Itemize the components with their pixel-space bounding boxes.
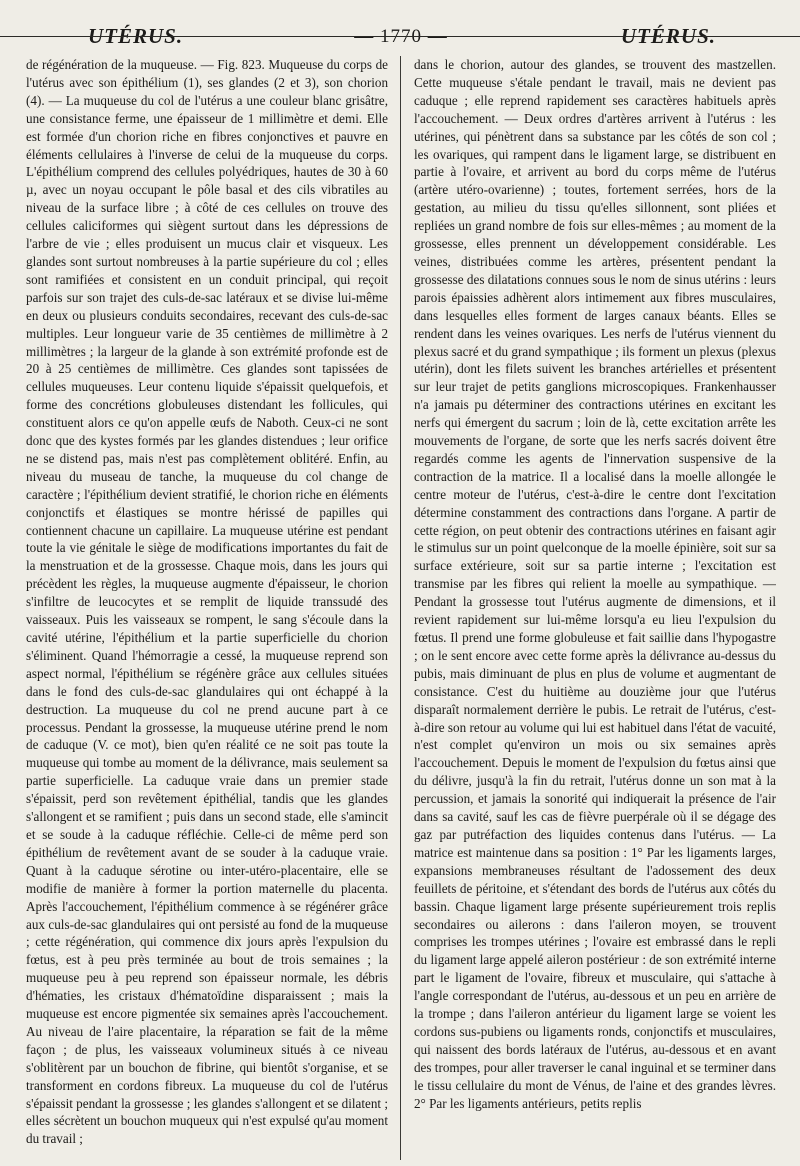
right-column-text: dans le chorion, autour des glandes, se trouvent des mastzellen. Cette muqueuse s'étale pendant le travail, mais ne devient pas caduque ; elle reprend rapidement ses caractères habituels après l'accouchement. — Deux ordres d'artères arrivent à l'utérus : les utérines, qui pénètrent dans sa substance par les côtés de son col ; les ovariques, qui rampent dans le ligament large, se distribuent en partie à l'ovaire, et arrivent au bord du corps même de l'utérus (artère utéro-ovarienne) ; toutes, fortement serrées, hors de la gestation, au milieu du tissu qu'elles sillonnent, sont pliées et repliées un grand nombre de fois sur elles-mêmes ; au moment de la grossesse, elles prennent un développement considérable. Les veines, distribuées comme les artères, présentent pendant la grossesse des dilatations connues sous le nom de sinus utérins : leurs parois épaissies adhèrent alors intimement aux fibres musculaires, dans lesquelles elles forment de larges canaux béants. Elles se rendent dans les veines ovariques. Les nerfs de l'utérus viennent du plexus sacré et du grand sympathique ; ils forment un plexus (plexus utérin), dont les filets suivent les branches artérielles et présentent sur leur trajet de petits ganglions microscopiques. Frankenhausser n'a jamais pu déterminer des contractions utérines en excitant les nerfs qui émergent du sacrum ; loin de là, cette excitation arrête les mouvements de l'organe, de sorte que les nerfs sacrés doivent être regardés comme les agents de l'innervation suspensive de la contraction de la matrice. Il a localisé dans la moelle allongée le centre moteur de l'utérus, c'est-à-dire le centre dont l'excitation détermine constamment des contractions dans l'organe. A partir de cette région, on peut obtenir des contractions utérines en faisant agir le stimulus sur un point quelconque de la moelle épinière, soit sur sa surface extérieure, soit sur sa partie interne ; l'excitation est transmise par les fibres qui relient la moelle au sympathique. — Pendant la grossesse tout l'utérus augmente de dimensions, et il revient rapidement sur lui-même lorsqu'a eu lieu l'expulsion du fœtus. Il prend une forme globuleuse et fait saillie dans l'hypogastre ; on le sent encore avec cette forme après la délivrance au-dessus du pubis, mais diminuant de plus en plus de volume et augmentant de consistance. C'est du huitième au douzième jour que l'utérus disparaît normalement derrière le pubis. Le retrait de l'utérus, c'est-à-dire son retour au volume qui lui est habituel dans l'état de vacuité, n'est complet qu'environ un mois ou six semaines après l'accouchement. Depuis le moment de l'expulsion du fœtus ainsi que du délivre, jusqu'à la fin du retrait, l'utérus donne un son mat à la percussion, et jamais la sonorité qui indiquerait la présence de l'air dans sa cavité, sauf les cas de fièvre puerpérale où il se dégage des gaz par putréfaction des liquides contenus dans l'utérus. — La matrice est maintenue dans sa position : 1° Par les ligaments larges, expansions membraneuses résultant de l'adossement des deux feuillets de péritoine, et s'étendant des bords de l'utérus aux côtés du bassin. Chaque ligament large présente supérieurement trois replis secondaires ou ailerons : dans l'aileron moyen, se trouvent comprises les trompes utérines ; l'ovaire est embrassé dans le repli du ligament large appelé aileron postérieur : de son extrémité interne part le ligament de l'ovaire, fibreux et musculaire, qui s'attache à l'angle correspondant de l'utérus, au-dessous et un peu en arrière de la trompe ; dans l'aileron antérieur du ligament large se voient les cordons sus-pubiens ou ligaments ronds, conjonctifs et musculaires, qui naissent des bords latéraux de l'utérus, au-dessous et en avant des trompes, pour aller traverser le canal inguinal et se terminer dans le tissu cellulaire du mont de Vénus, de l'aine et des grandes lèvres. 2° Par les ligaments antérieurs, petits replis — [413, 57, 776, 1111]
left-column — [26, 56, 388, 1160]
page-number: — 1770 — — [354, 26, 448, 47]
left-column-text: de régénération de la muqueuse. — Fig. 823. Muqueuse du corps de l'utérus avec son épithélium (1), ses glandes (2 et 3), son chorion (4). — La muqueuse du col de l'utérus a une couleur blanc grisâtre, une consistance ferme, une épaisseur de 1 millimètre et demi. Elle est formée d'un chorion riche en fibres conjonctives et pauvre en éléments cellulaires à l'inverse de celui de la muqueuse du corps. L'épithélium comprend des cellules polyédriques, hautes de 30 à 60 µ, avec un noyau occupant le pôle basal et des cils vibratiles au niveau de la surface libre ; à côté de ces cellules on trouve des cellules caliciformes qui siègent surtout dans les dépressions de l'arbre de vie ; elles produisent un mucus clair et visqueux. Les glandes sont surtout nombreuses à la partie supérieure du col ; elles sont ramifiées et consistent en un conduit principal, qui reçoit parfois sur son trajet des culs-de-sac latéraux et se divise lui-même en deux ou plusieurs conduits secondaires, recevant des culs-de-sac multiples. Leur longueur varie de 35 centièmes de millimètre à 2 millimètres ; la largeur de la glande à son extrémité profonde est de 20 à 25 centièmes de millimètre. Ces glandes sont tapissées de cellules muqueuses. Leur contenu liquide s'épaissit quelquefois, et forme des concrétions globuleuses distendant les follicules, qui constituent alors ce qu'on appelle œufs de Naboth. Ceux-ci ne sont donc que des kystes formés par les glandes distendues ; leur orifice ne se distend pas, mais n'est pas complètement oblitéré. Enfin, au niveau du museau de tanche, la muqueuse du col change de caractère ; l'épithélium devient stratifié, le chorion riche en éléments conjonctifs et élastiques se montre hérissé de papilles qui contiennent chacune un capillaire. La muqueuse utérine est pendant toute la vie génitale le siège de modifications importantes du fait de la menstruation et de la grossesse. Chaque mois, dans les jours qui précèdent les règles, la muqueuse augmente d'épaisseur, le chorion s'infiltre de leucocytes et se remplit de liquide transsudé des vaisseaux. Puis les vaisseaux se rompent, le sang s'écoule dans la cavité utérine, l'épithélium et la partie superficielle du chorion s'éliminent. Quand l'hémorragie a cessé, la muqueuse reprend son aspect normal, l'épithélium se régénère grâce aux cellules situées dans le fond des culs-de-sac glandulaires qui ont échappé à la destruction. La muqueuse du col ne prend aucune part à ce processus. Pendant la grossesse, la muqueuse utérine prend le nom de caduque (V. ce mot), bien qu'en réalité ce ne soit pas toute la muqueuse qui tombe au moment de la délivrance, mais seulement sa partie superficielle. La caduque vraie dans un premier stade s'épaissit, perd son revêtement épithélial, tandis que les glandes s'allongent et se ramifient ; puis dans un second stade, elle s'amincit et se soude à la caduque réfléchie. Celle-ci de même perd son épithélium de revêtement avant de se souder à la caduque vraie. Quant à la caduque sérotine ou inter-utéro-placentaire, elle se modifie de manière à former la portion maternelle du placenta. Après l'accouchement, l'épithélium commence à se régénérer grâce aux culs-de-sac glandulaires qui ont persisté au fond de la muqueuse ; cette régénération, qui commence dix jours après l'expulsion du fœtus, est à peu près terminée au bout de trois semaines ; la muqueuse peu à peu reprend son épaisseur normale, les débris d'hématies, les cristaux d'hématoïdine disparaissent ; mais la muqueuse est encore pigmentée six semaines après l'accouchement. Au niveau de l'aire placentaire, la réparation se fait de la même façon ; de plus, les vaisseaux volumineux situés à ce niveau s'oblitèrent par un bouchon de fibrine, qui bientôt s'organise, et se transforment en cordons fibreux. La muqueuse du col de l'utérus s'épaissit pendant la grossesse ; les glandes s'allongent et se dilatent ; elles sécrètent un bouchon muqueux qui n'est expulsé qu'au moment du travail ; — [26, 57, 389, 1147]
column-separator — [400, 56, 401, 1160]
header-rule — [0, 36, 800, 37]
two-column-body — [26, 56, 776, 1160]
page-header — [26, 18, 776, 50]
right-column — [414, 56, 776, 1160]
running-title-left: UTÉRUS. — [88, 24, 184, 48]
running-title-right: UTÉRUS. — [620, 24, 716, 48]
